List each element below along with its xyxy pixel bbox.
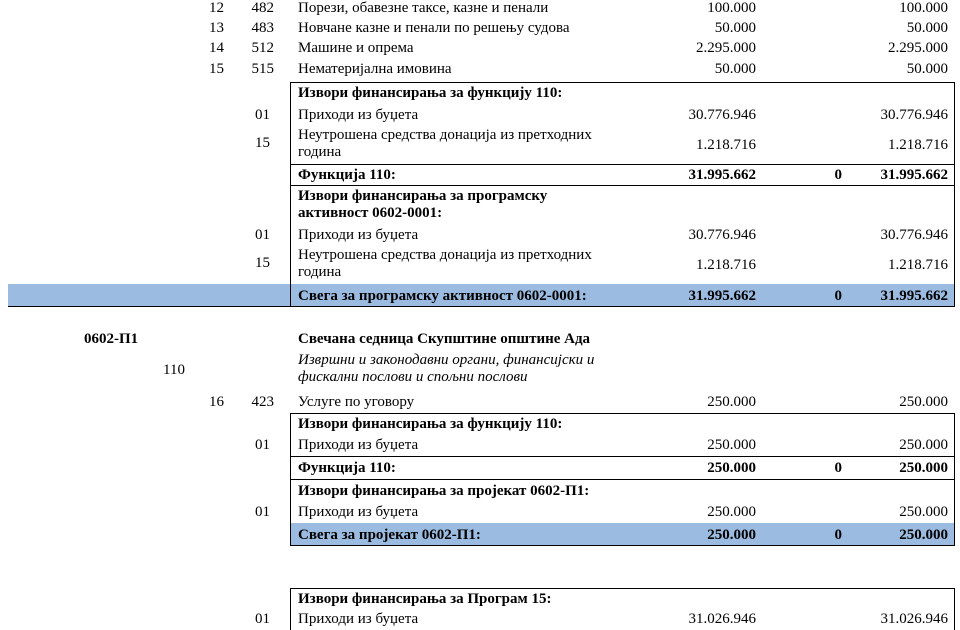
account-code: 482 xyxy=(251,0,274,16)
row-number: 12 xyxy=(209,0,224,16)
amount-3: 250.000 xyxy=(899,394,948,410)
amount-1: 100.000 xyxy=(707,0,756,16)
amount-1: 31.995.662 xyxy=(688,167,756,183)
amount-1: 50.000 xyxy=(714,61,756,77)
table-divider xyxy=(290,82,291,307)
function-desc: Извршни и законодавни органи, финансијски и фискални послови и спољни послови xyxy=(298,352,595,385)
account-code: 515 xyxy=(251,61,274,77)
amount-3: 100.000 xyxy=(899,0,948,16)
amount-1: 31.995.662 xyxy=(688,288,756,304)
source-code: 15 xyxy=(255,135,270,151)
table-divider xyxy=(290,82,955,83)
table-divider xyxy=(290,545,955,546)
amount-3: 250.000 xyxy=(899,437,948,453)
source-desc: Неутрошена средства донација из претходних година xyxy=(298,127,592,160)
total-label: Свега за пројекат 0602-П1: xyxy=(298,527,481,543)
description: Машине и опрема xyxy=(298,40,414,56)
total-label: Функција 110: xyxy=(298,167,396,183)
amount-1: 31.026.946 xyxy=(688,611,756,627)
row-number: 16 xyxy=(209,394,224,410)
source-code: 01 xyxy=(255,504,270,520)
amount-1: 2.295.000 xyxy=(696,40,756,56)
description: Порези, обавезне таксе, казне и пенали xyxy=(298,0,549,16)
function-code: 110 xyxy=(163,362,185,378)
source-desc: Приходи из буџета xyxy=(298,504,419,520)
amount-1: 1.218.716 xyxy=(696,137,756,153)
funding-row-donation xyxy=(0,247,960,283)
amount-3: 1.218.716 xyxy=(888,137,948,153)
amount-1: 30.776.946 xyxy=(688,227,756,243)
amount-3: 31.026.946 xyxy=(880,611,948,627)
table-divider xyxy=(954,588,955,630)
row-number: 15 xyxy=(209,61,224,77)
amount-3: 30.776.946 xyxy=(880,227,948,243)
table-divider xyxy=(290,479,955,480)
function-row xyxy=(0,352,960,388)
source-desc: Приходи из буџета xyxy=(298,611,419,627)
source-code: 01 xyxy=(255,437,270,453)
table-divider xyxy=(290,185,955,186)
source-code: 01 xyxy=(255,227,270,243)
source-code: 01 xyxy=(255,107,270,123)
amount-3: 250.000 xyxy=(899,504,948,520)
source-code: 15 xyxy=(255,255,270,271)
table-divider xyxy=(290,588,955,589)
amount-3: 50.000 xyxy=(906,20,948,36)
description: Нематеријална имовина xyxy=(298,61,452,77)
table-divider xyxy=(954,82,955,307)
amount-1: 250.000 xyxy=(707,394,756,410)
amount-3: 31.995.662 xyxy=(880,167,948,183)
amount-3: 50.000 xyxy=(906,61,948,77)
project-code: 0602-П1 xyxy=(84,331,139,347)
source-desc: Неутрошена средства донација из претходних година xyxy=(298,247,592,280)
program-funding-heading: Извори финансирања за програмску активност 0602-0001: xyxy=(298,188,548,221)
amount-3: 250.000 xyxy=(899,527,948,543)
amount-1: 250.000 xyxy=(707,437,756,453)
amount-2: 0 xyxy=(834,288,842,304)
row-number: 13 xyxy=(209,20,224,36)
amount-1: 30.776.946 xyxy=(688,107,756,123)
description: Услуге по уговору xyxy=(298,394,415,410)
table-divider xyxy=(8,306,955,307)
table-divider xyxy=(290,413,955,414)
amount-1: 250.000 xyxy=(707,504,756,520)
amount-2: 0 xyxy=(834,460,842,476)
amount-1: 50.000 xyxy=(714,20,756,36)
amount-1: 250.000 xyxy=(707,527,756,543)
amount-3: 30.776.946 xyxy=(880,107,948,123)
total-label: Свега за програмску активност 0602-0001: xyxy=(298,288,587,304)
amount-1: 250.000 xyxy=(707,460,756,476)
funding-row-donation xyxy=(0,127,960,163)
amount-3: 1.218.716 xyxy=(888,257,948,273)
account-code: 483 xyxy=(251,20,274,36)
amount-2: 0 xyxy=(834,167,842,183)
project-title: Свечана седница Скупштине општине Ада xyxy=(298,331,591,347)
source-desc: Приходи из буџета xyxy=(298,437,419,453)
total-label: Функција 110: xyxy=(298,460,396,476)
budget-document: 12 482 Порези, обавезне таксе, казне и пенали 100.000 100.000 13 483 Новчане казне и пенали по решењу судова 50.000 50.000 14 512 Машине и опрема 2.295.000 2.295.000 15 515 Нематеријална имовина 50.000 50.000 Извори финансирања за функцију 110: 01 Приходи из буџета 30.776.946 30.776.946 15 Неутрошена средства донација из претходних година 1.218.716 1.218.716 Функција 110: 31.995.662 0 31.995.662 Извори финансирања за програмску активност 0602-0001: 01 Приходи из буџета 30.776.946 30.776.946 15 Неутрошена средства донација из претходних година 1.218.716 1.218.716 Свега за програмску активност 0602-0001: 31.995.662 0 31.995.662 0602-П1 Свечана седница Скупштине општине Ада 110 Извршни и законодавни органи, финансијски и фискални послови и спољни послови 16 423 Услуге по уговору 250.000 250.000 Извори финансирања за функцију 110: 01 Приходи из буџета 250.000 250.000 Функција 110: 250.000 0 250.000 Извори финансирања за пројекат 0602-П1: 01 Приходи из буџета 250.000 250.000 Свега за пројекат 0602-П1: 250.000 0 250.000 Извори финансирања за Програм 15: 01 Приходи из буџета 31.026.946 31.026.946 xyxy=(0,0,960,630)
amount-3: 31.995.662 xyxy=(880,288,948,304)
table-divider xyxy=(290,588,291,630)
table-divider xyxy=(290,456,955,457)
description: Новчане казне и пенали по решењу судова xyxy=(298,20,570,36)
amount-1: 1.218.716 xyxy=(696,257,756,273)
source-desc: Приходи из буџета xyxy=(298,107,419,123)
amount-3: 2.295.000 xyxy=(888,40,948,56)
source-code: 01 xyxy=(255,611,270,627)
account-code: 512 xyxy=(251,40,274,56)
amount-2: 0 xyxy=(834,527,842,543)
account-code: 423 xyxy=(251,394,274,410)
source-desc: Приходи из буџета xyxy=(298,227,419,243)
table-divider xyxy=(290,164,955,165)
row-number: 14 xyxy=(209,40,224,56)
amount-3: 250.000 xyxy=(899,460,948,476)
